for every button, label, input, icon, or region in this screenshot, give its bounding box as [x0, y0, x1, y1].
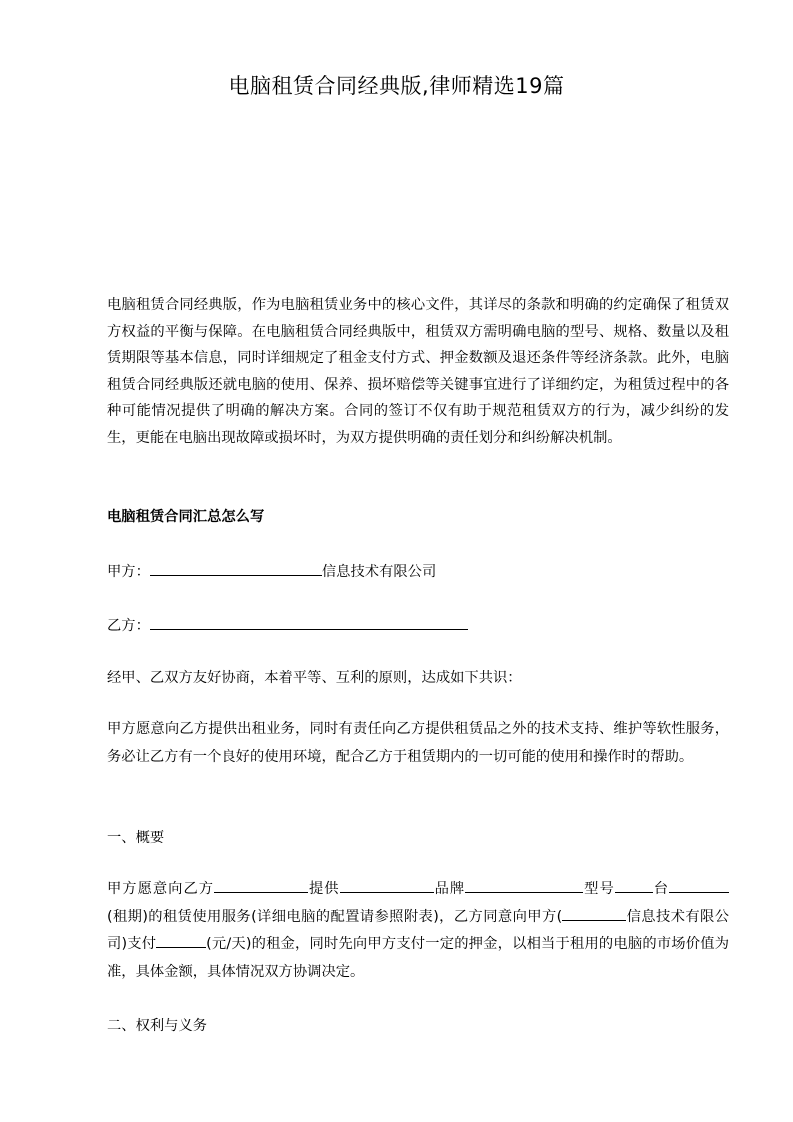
- party-b-line: [107, 614, 468, 638]
- section-heading: 电脑租赁合同汇总怎么写: [107, 509, 265, 525]
- consensus-line: 经甲、乙双方友好协商，本着平等、互利的原则，达成如下共识：: [107, 670, 522, 686]
- overview-paragraph: 甲方愿意向乙方 提供 品牌 型号 台(租期)的租赁使用服务(详细电脑的配置请参照附表)，乙方同意向甲方( 信息技术有限公司)支付 (元/天)的租金，同时先向甲方支付一定的押金，以相当于租用的电脑的市场价值为准，具体金额，具体情况双方协调决定。: [107, 876, 729, 986]
- intro-paragraph: 电脑租赁合同经典版，作为电脑租赁业务中的核心文件，其详尽的条款和明确的约定确保了租赁双方权益的平衡与保障。在电脑租赁合同经典版中，租赁双方需明确电脑的型号、规格、数量以及租赁期限等基本信息，同时详细规定了租金支付方式、押金数额及退还条件等经济条款。此外，电脑租赁合同经典版还就电脑的使用、保养、损坏赔偿等关键事宜进行了详细约定，为租赁过程中的各种可能情况提供了明确的解决方案。合同的签订不仅有助于规范租赁双方的行为，减少纠纷的发生，更能在电脑出现故障或损坏时，为双方提供明确的责任划分和纠纷解决机制。: [107, 297, 729, 446]
- party-a-blank: [150, 560, 322, 576]
- party-a-suffix: 信息技术有限公司: [321, 564, 437, 580]
- document-title: 电脑租赁合同经典版,律师精选19篇: [228, 74, 565, 98]
- party-b-blank: [150, 614, 468, 630]
- heading-rights: 二、权利与义务: [107, 1018, 208, 1034]
- party-a-line: [107, 560, 436, 584]
- party-a-label: 甲方：: [107, 564, 150, 580]
- service-paragraph: 甲方愿意向乙方提供出租业务，同时有责任向乙方提供租赁品之外的技术支持、维护等软性服务，务必让乙方有一个良好的使用环境，配合乙方于租赁期内的一切可能的使用和操作时的帮助。: [107, 721, 729, 765]
- heading-overview: 一、概要: [107, 830, 165, 846]
- party-b-label: 乙方：: [107, 618, 150, 634]
